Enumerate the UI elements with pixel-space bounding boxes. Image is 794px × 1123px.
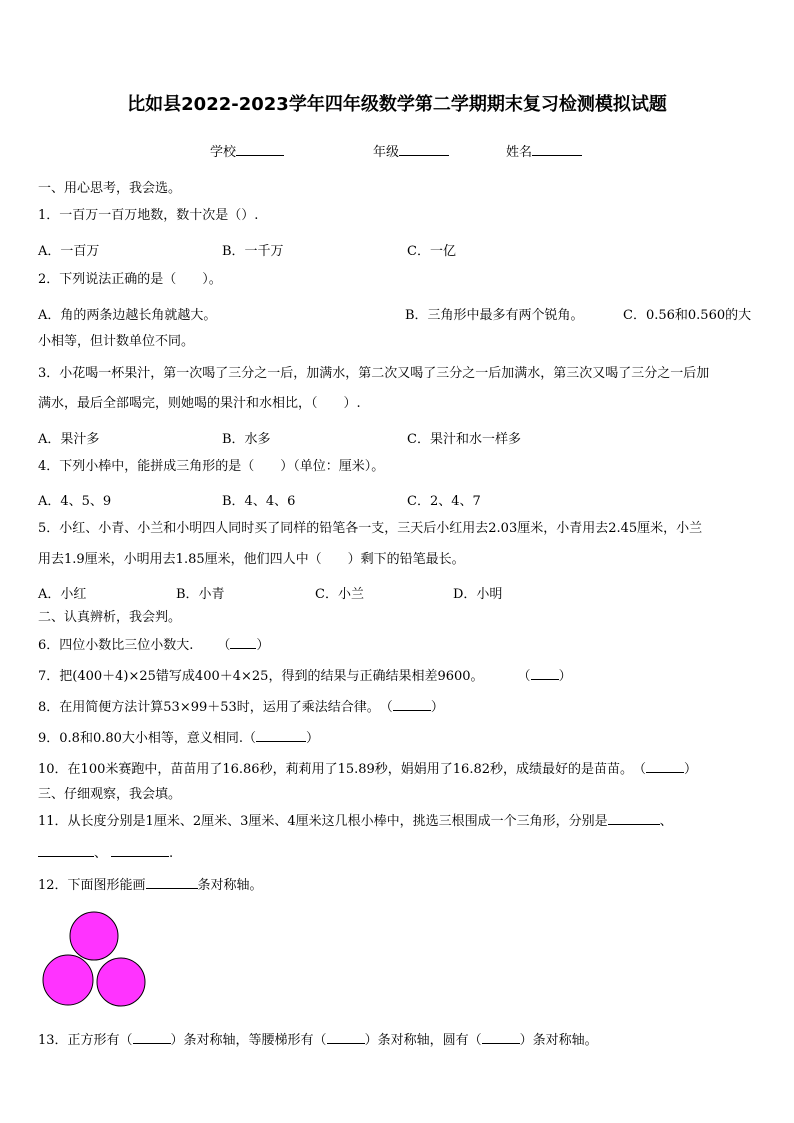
q5-option-b[interactable]: B．小青 [176, 587, 225, 602]
question-5-line-2: 用去1.9厘米，小明用去1.85厘米，他们四人中（ ）剩下的铅笔最长。 [38, 552, 465, 567]
question-5-line-1: 5．小红、小青、小兰和小明四人同时买了同样的铅笔各一支，三天后小红用去2.03厘米，小青用去2.45厘米，小兰 [38, 521, 703, 536]
q11-blank-2[interactable] [38, 844, 94, 857]
question-2: 2．下列说法正确的是（ ）。 [38, 272, 222, 287]
name-blank[interactable] [532, 143, 582, 156]
question-6 [38, 636, 269, 654]
q13-blank-square[interactable] [133, 1031, 171, 1044]
page-title: 比如县2022-2023学年四年级数学第二学期期末复习检测模拟试题 [127, 94, 667, 115]
q6-text: 6．四位小数比三位小数大. [38, 638, 194, 653]
section-heading-2: 二、认真辨析，我会判。 [38, 610, 182, 625]
question-8 [38, 698, 444, 716]
q10-answer[interactable]: （ ） [633, 762, 698, 777]
left-circle [43, 955, 93, 1005]
question-3-line-1: 3．小花喝一杯果汁，第一次喝了三分之一后，加满水，第二次又喝了三分之一后加满水，第三次又喝了三分之一后加 [38, 366, 710, 381]
q8-answer[interactable]: （ ） [379, 700, 444, 715]
q12-blank[interactable] [146, 876, 198, 889]
q4-option-c[interactable]: C．2、4、7 [407, 494, 481, 509]
q11-separator-2: 、 [94, 846, 108, 861]
q9-text: 9．0.8和0.80大小相等，意义相同. [38, 731, 244, 746]
q5-option-c[interactable]: C．小兰 [315, 587, 364, 602]
q3-option-a[interactable]: A．果汁多 [38, 432, 100, 447]
q2-option-b[interactable]: B．三角形中最多有两个锐角。 [405, 308, 584, 323]
question-10 [38, 760, 697, 778]
q11-blank-1[interactable] [608, 812, 660, 825]
school-field[interactable] [210, 141, 284, 160]
q6-answer[interactable]: （ ） [217, 638, 270, 653]
q2-option-c-continued: 小相等，但计数单位不同。 [38, 334, 195, 349]
question-9 [38, 729, 319, 747]
q1-option-b[interactable]: B．一千万 [222, 244, 284, 259]
q9-answer[interactable]: （ ） [243, 731, 320, 746]
grade-label: 年级 [373, 145, 400, 160]
question-7 [38, 667, 572, 685]
q3-option-b[interactable]: B．水多 [222, 432, 271, 447]
question-13 [38, 1031, 598, 1049]
school-blank[interactable] [236, 143, 284, 156]
question-1: 1．一百万一百万地数，数十次是（）. [38, 208, 259, 223]
q11-blank-3[interactable] [111, 844, 169, 857]
q3-option-c[interactable]: C．果汁和水一样多 [407, 432, 521, 447]
q4-option-a[interactable]: A．4、5、9 [38, 494, 112, 509]
grade-blank[interactable] [399, 143, 449, 156]
q5-option-a[interactable]: A．小红 [38, 587, 87, 602]
q13-blank-circle[interactable] [482, 1031, 520, 1044]
school-label: 学校 [210, 145, 237, 160]
right-circle [97, 958, 145, 1006]
q13-text-4: ）条对称轴。 [519, 1033, 598, 1048]
q5-option-d[interactable]: D．小明 [453, 587, 503, 602]
q8-text: 8．在用简便方法计算53×99＋53时，运用了乘法结合律。 [38, 700, 380, 715]
q13-blank-trapezoid[interactable] [327, 1031, 365, 1044]
q13-text-3: ）条对称轴，圆有（ [364, 1033, 482, 1048]
q2-option-c[interactable]: C．0.56和0.560的大 [623, 308, 752, 323]
name-field[interactable] [506, 141, 582, 160]
q13-text-1: 13．正方形有（ [38, 1033, 133, 1048]
q7-answer[interactable]: （ ） [517, 669, 572, 684]
q1-option-c[interactable]: C．一亿 [407, 244, 456, 259]
section-heading-3: 三、仔细观察，我会填。 [38, 787, 182, 802]
q1-option-a[interactable]: A．一百万 [38, 244, 100, 259]
q11-text: 11．从长度分别是1厘米、2厘米、3厘米、4厘米这几根小棒中，挑选三根围成一个三角形，分别是 [38, 814, 608, 829]
question-12 [38, 876, 263, 894]
question-4: 4．下列小棒中，能拼成三角形的是（ ）（单位：厘米）。 [38, 459, 385, 474]
q7-text: 7．把(400＋4)×25错写成400＋4×25，得到的结果与正确结果相差9600。 [38, 669, 484, 684]
three-circles-figure [38, 908, 150, 1008]
q10-text: 10．在100米赛跑中，苗苗用了16.86秒，莉莉用了15.89秒，娟娟用了16.82秒，成绩最好的是苗苗。 [38, 762, 634, 777]
q11-separator: 、 [659, 814, 673, 829]
q2-option-a[interactable]: A．角的两条边越长角就越大。 [38, 308, 217, 323]
section-heading-1: 一、用心思考，我会选。 [38, 181, 182, 196]
question-3-line-2: 满水，最后全部喝完，则她喝的果汁和水相比，（ ）. [38, 396, 361, 411]
q12-text-post: 条对称轴。 [197, 878, 263, 893]
q4-option-b[interactable]: B．4、4、6 [222, 494, 296, 509]
name-label: 姓名 [506, 145, 533, 160]
grade-field[interactable] [373, 141, 449, 160]
question-11-line-1 [38, 812, 673, 830]
q12-text-pre: 12．下面图形能画 [38, 878, 146, 893]
question-11-line-2: 、 . [38, 844, 173, 862]
top-circle [70, 912, 118, 960]
q13-text-2: ）条对称轴，等腰梯形有（ [170, 1033, 327, 1048]
